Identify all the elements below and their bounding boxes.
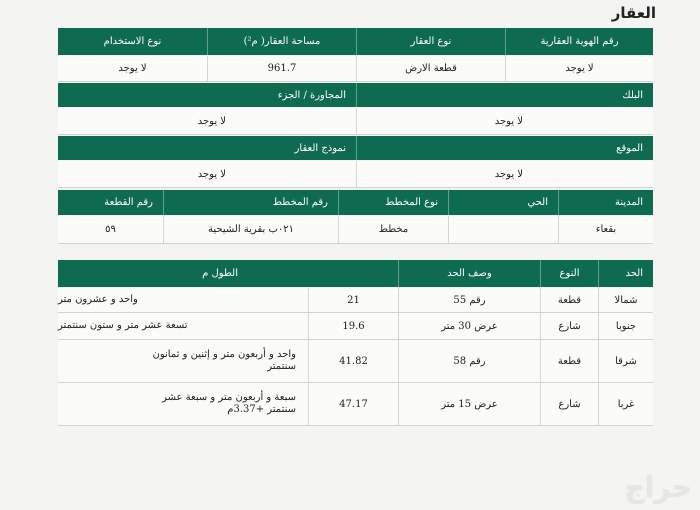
- header-boundary-description: وصف الحد: [398, 260, 540, 287]
- cell-type: قطعة: [540, 340, 598, 382]
- value-property-id: لا يوجد: [505, 56, 653, 81]
- haraj-watermark: حراج: [624, 471, 692, 504]
- header-boundary: الحد: [598, 260, 653, 287]
- table-row: [58, 313, 653, 340]
- cell-length: 47.17: [308, 383, 398, 425]
- cell-length-text: واحد و أربعون متر و إثنين و ثمانون سنتمتر: [152, 349, 296, 372]
- boundaries-header-row: [58, 260, 653, 287]
- cell-direction: جنوبا: [598, 313, 653, 339]
- property-info-header-row: [58, 28, 653, 55]
- cell-direction: غربا: [598, 383, 653, 425]
- cell-description: عرض 15 متر: [398, 383, 540, 425]
- header-plan-type: نوع المخطط: [338, 190, 448, 215]
- header-plan-number: رقم المخطط: [163, 190, 338, 215]
- header-boundary-type: النوع: [540, 260, 598, 287]
- table-row: [58, 288, 653, 313]
- header-city: المدينة: [558, 190, 653, 215]
- cell-length-text: سبعة و أربعون متر و سبعة عشر سنتمتر +3.37م: [162, 392, 296, 415]
- value-location: لا يوجد: [356, 161, 653, 187]
- value-property-area: 961.7: [207, 56, 356, 81]
- value-block: لا يوجد: [356, 108, 653, 134]
- property-info-values-row: [58, 56, 653, 82]
- cell-length-text: تسعة عشر متر و ستون سنتمتر: [58, 320, 188, 331]
- header-parcel-number: رقم القطعة: [104, 197, 153, 208]
- location-header-row: [58, 136, 653, 160]
- header-property-area: مساحة العقار( م²): [207, 28, 356, 55]
- location-values-row: [58, 161, 653, 188]
- value-district: [448, 216, 558, 243]
- cell-length: 41.82: [308, 340, 398, 382]
- cell-direction: شمالا: [598, 288, 653, 312]
- header-property-id: رقم الهوية العقارية: [505, 28, 653, 55]
- value-neighborhood-part: لا يوجد: [197, 115, 226, 127]
- header-usage-type: نوع الاستخدام: [103, 36, 162, 47]
- cell-description: رقم 58: [398, 340, 540, 382]
- page-title: العقار: [611, 4, 656, 22]
- header-location: الموقع: [356, 136, 653, 160]
- cell-type: شارع: [540, 313, 598, 339]
- table-row: [58, 383, 653, 426]
- value-property-model: لا يوجد: [197, 168, 226, 180]
- header-block: البلك: [356, 83, 653, 107]
- cell-type: شارع: [540, 383, 598, 425]
- header-property-model: نموذج العقار: [294, 142, 346, 154]
- value-plan-type: مخطط: [338, 216, 448, 243]
- cell-length: 21: [308, 288, 398, 312]
- value-usage-type: لا يوجد: [118, 63, 147, 74]
- header-neighborhood-part: المجاورة / الجزء: [277, 89, 346, 101]
- block-values-row: [58, 108, 653, 135]
- cell-direction: شرقا: [598, 340, 653, 382]
- value-parcel-number: ٥٩: [105, 224, 116, 235]
- plan-values-row: [58, 216, 653, 244]
- header-length: الطول م: [202, 268, 238, 279]
- cell-description: عرض 30 متر: [398, 313, 540, 339]
- value-plan-number: ٠٢١ب بقرية الشيحية: [163, 216, 338, 243]
- cell-length-text: واحد و عشرون متر: [58, 294, 138, 305]
- block-header-row: [58, 83, 653, 107]
- header-district: الحي: [448, 190, 558, 215]
- cell-length: 19.6: [308, 313, 398, 339]
- value-city: بقعاء: [558, 216, 653, 243]
- table-row: [58, 340, 653, 383]
- plan-header-row: [58, 190, 653, 215]
- value-property-type: قطعة الارض: [356, 56, 505, 81]
- cell-type: قطعة: [540, 288, 598, 312]
- cell-description: رقم 55: [398, 288, 540, 312]
- header-property-type: نوع العقار: [356, 28, 505, 55]
